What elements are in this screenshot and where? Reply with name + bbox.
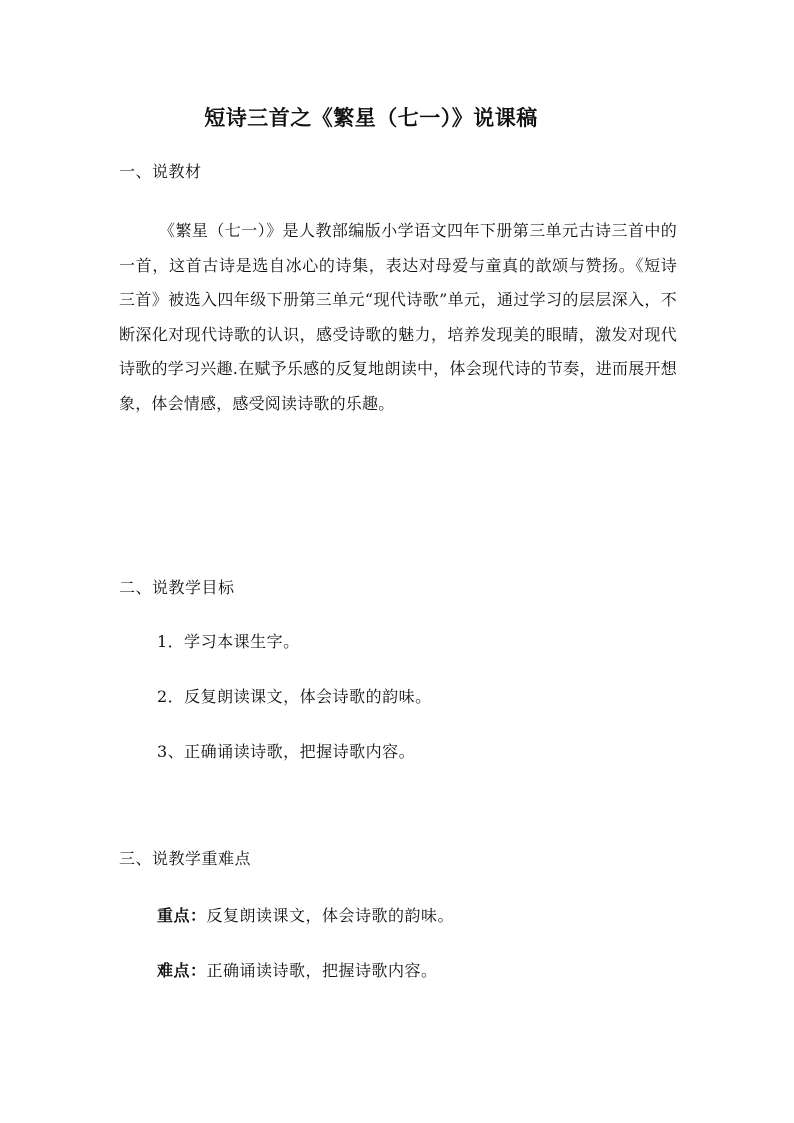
section-heading-key-difficult-points: 三、说教学重难点 [119, 849, 252, 868]
difficult-point-label: 难点： [157, 961, 207, 980]
objective-item: 3、正确诵读诗歌，把握诗歌内容。 [157, 742, 416, 761]
difficult-point-text: 正确诵读诗歌，把握诗歌内容。 [206, 961, 438, 980]
section-heading-textbook: 一、说教材 [119, 162, 202, 181]
difficult-point-line [157, 960, 438, 982]
objective-item: 2．反复朗读课文，体会诗歌的韵味。 [157, 687, 432, 706]
objective-item: 1．学习本课生字。 [157, 632, 300, 651]
key-point-line [157, 905, 454, 927]
section-heading-objectives: 二、说教学目标 [119, 578, 235, 597]
key-point-label: 重点： [157, 906, 207, 925]
textbook-paragraph: 《繁星（七一）》是人教部编版小学语文四年下册第三单元古诗三首中的一首，这首古诗是选自冰心的诗集，表达对母爱与童真的歆颂与赞扬。《短诗三首》被选入四年级下册第三单元“现代诗歌”单元，通过学习的层层深入，不断深化对现代诗歌的认识，感受诗歌的魅力，培养发现美的眼睛，激发对现代诗歌的学习兴趣.在赋予乐感的反复地朗读中，体会现代诗的节奏，进而展开想象，体会情感，感受阅读诗歌的乐趣。 [119, 221, 677, 413]
key-point-text: 反复朗读课文，体会诗歌的韵味。 [206, 906, 455, 925]
document-title: 短诗三首之《繁星（七一）》说课稿 [204, 105, 538, 130]
